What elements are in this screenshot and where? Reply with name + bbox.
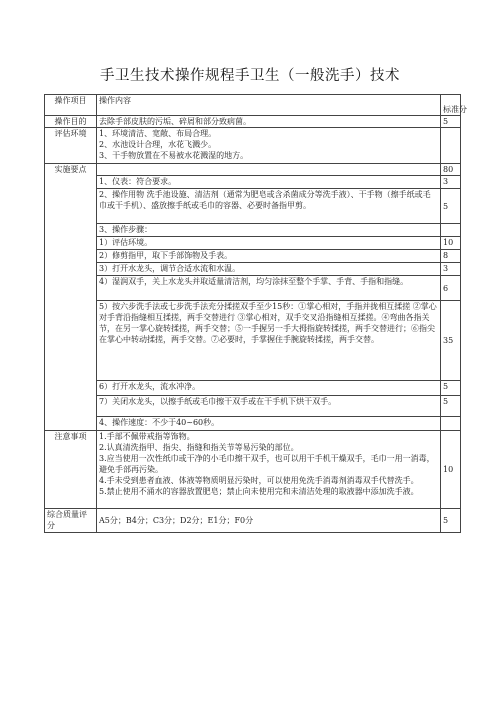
environment-content xyxy=(97,128,441,164)
key-row-score: 5 xyxy=(441,381,461,396)
key-row-text: 5）按六步洗手法或七步洗手法充分揉搓双手至少15秒：①掌心相对，手指并拢相互揉搓 ②掌心对手背沿指缝相互揉搓，两手交替进行 ③掌心相对，双手交叉沿指缝相互揉搓。④弯曲各指关节，在另一掌心旋转揉搓，两手交替；⑤一手握另一手大拇指旋转揉搓，两手交替进行；⑥指尖在掌心中转动揉搓，两手交替。⑦必要时，手掌握住手腕旋转揉搓，两手交替。 xyxy=(97,301,441,381)
key-row-score xyxy=(441,417,461,431)
key-row-text: 1）评估环境。 xyxy=(97,237,441,250)
procedure-table xyxy=(44,94,467,533)
purpose-content: 去除手部皮肤的污垢、碎屑和部分致病菌。 xyxy=(97,116,441,128)
key-row-score xyxy=(441,224,461,237)
purpose-row xyxy=(45,116,461,128)
notes-score: 10 xyxy=(441,431,461,509)
key-row-text: 3）打开水龙头，调节合适水流和水温。 xyxy=(97,263,441,276)
key-row-text: 3、操作步骤： xyxy=(97,224,441,237)
key-row-text: 2、操作用物 洗手池设施、清洁剂（通常为肥皂或含杀菌成分等洗手液）、干手物（擦手纸或毛巾或干手机）、盛放擦手纸或毛巾的容器、必要时备指甲剪。 xyxy=(97,189,441,224)
key-total-content xyxy=(97,164,441,176)
key-row xyxy=(45,189,461,224)
key-row-text: 7）关闭水龙头，以擦手纸或毛巾擦干双手或在干手机下烘干双手。 xyxy=(97,396,441,417)
environment-score xyxy=(441,128,461,164)
evaluation-content: A5分；B4分；C3分；D2分；E1分；F0分 xyxy=(97,509,441,533)
notes-item: 注意事项 xyxy=(45,431,97,509)
key-row xyxy=(45,301,461,381)
key-row-score: 8 xyxy=(441,250,461,263)
environment-line: 3、干手物放置在不易被水花溅湿的地方。 xyxy=(99,151,249,160)
notes-line: 5.禁止使用不涌水的容器放置肥皂；禁止向未使用完和未清洁处理的取液器中添加洗手液。 xyxy=(99,487,419,496)
key-row xyxy=(45,381,461,396)
header-row xyxy=(45,95,461,116)
purpose-score: 5 xyxy=(441,116,461,128)
key-row xyxy=(45,237,461,250)
environment-row xyxy=(45,128,461,164)
key-row-score: 5 xyxy=(441,189,461,224)
key-row-text: 2）修剪指甲，取下手部饰物及手表。 xyxy=(97,250,441,263)
key-row-score: 35 xyxy=(441,301,461,381)
key-row-text: 6）打开水龙头，流水冲净。 xyxy=(97,381,441,396)
key-row-score: 5 xyxy=(441,396,461,417)
key-row xyxy=(45,250,461,263)
evaluation-row xyxy=(45,509,461,533)
key-points-item: 实施要点 xyxy=(45,164,97,431)
key-row xyxy=(45,263,461,276)
header-item: 操作项目 xyxy=(45,95,97,116)
notes-line: 1.手部不佩带戒指等饰物。 xyxy=(99,432,195,441)
notes-line: 4.手未受到患者血液、体液等物质明显污染时，可以使用免洗手消毒剂消毒双手代替洗手。 xyxy=(99,476,419,485)
environment-line: 2、水池设计合理，水花飞溅少。 xyxy=(99,140,217,149)
evaluation-item: 综合质量评分 xyxy=(45,509,97,533)
key-total-row xyxy=(45,164,461,176)
key-row-score: 3 xyxy=(441,176,461,189)
notes-line: 2.认真清洗指甲、指尖、指缝和指关节等易污染的部位。 xyxy=(99,443,299,452)
notes-line: 3.应当使用一次性纸巾或干净的小毛巾擦干双手，也可以用干手机干燥双手，毛巾一用一消毒，避免手部再污染。 xyxy=(99,454,435,474)
notes-content xyxy=(97,431,441,509)
header-content: 操作内容 xyxy=(97,95,441,116)
key-row xyxy=(45,417,461,431)
page-title: 手卫生技术操作规程手卫生（一般洗手）技术 xyxy=(100,68,400,84)
purpose-item: 操作目的 xyxy=(45,116,97,128)
key-row xyxy=(45,224,461,237)
key-row-score: 10 xyxy=(441,237,461,250)
key-row-score: 3 xyxy=(441,263,461,276)
notes-row xyxy=(45,431,461,509)
header-score: 标准分 xyxy=(441,95,461,116)
evaluation-score: 5 xyxy=(441,509,461,533)
environment-line: 1、环境清洁、宽敞、布局合理。 xyxy=(99,129,217,138)
key-row-score: 6 xyxy=(441,276,461,301)
key-row xyxy=(45,176,461,189)
key-row-text: 4）湿润双手，关上水龙头并取适量清洁剂，均匀涂抹至整个手掌、手背、手指和指缝。 xyxy=(97,276,441,301)
key-row xyxy=(45,396,461,417)
key-row xyxy=(45,276,461,301)
key-total-score: 80 xyxy=(441,164,461,176)
environment-item: 评估环境 xyxy=(45,128,97,164)
key-row-text: 4、操作速度：不少于40~60秒。 xyxy=(97,417,441,431)
key-row-text: 1、仪表：符合要求。 xyxy=(97,176,441,189)
